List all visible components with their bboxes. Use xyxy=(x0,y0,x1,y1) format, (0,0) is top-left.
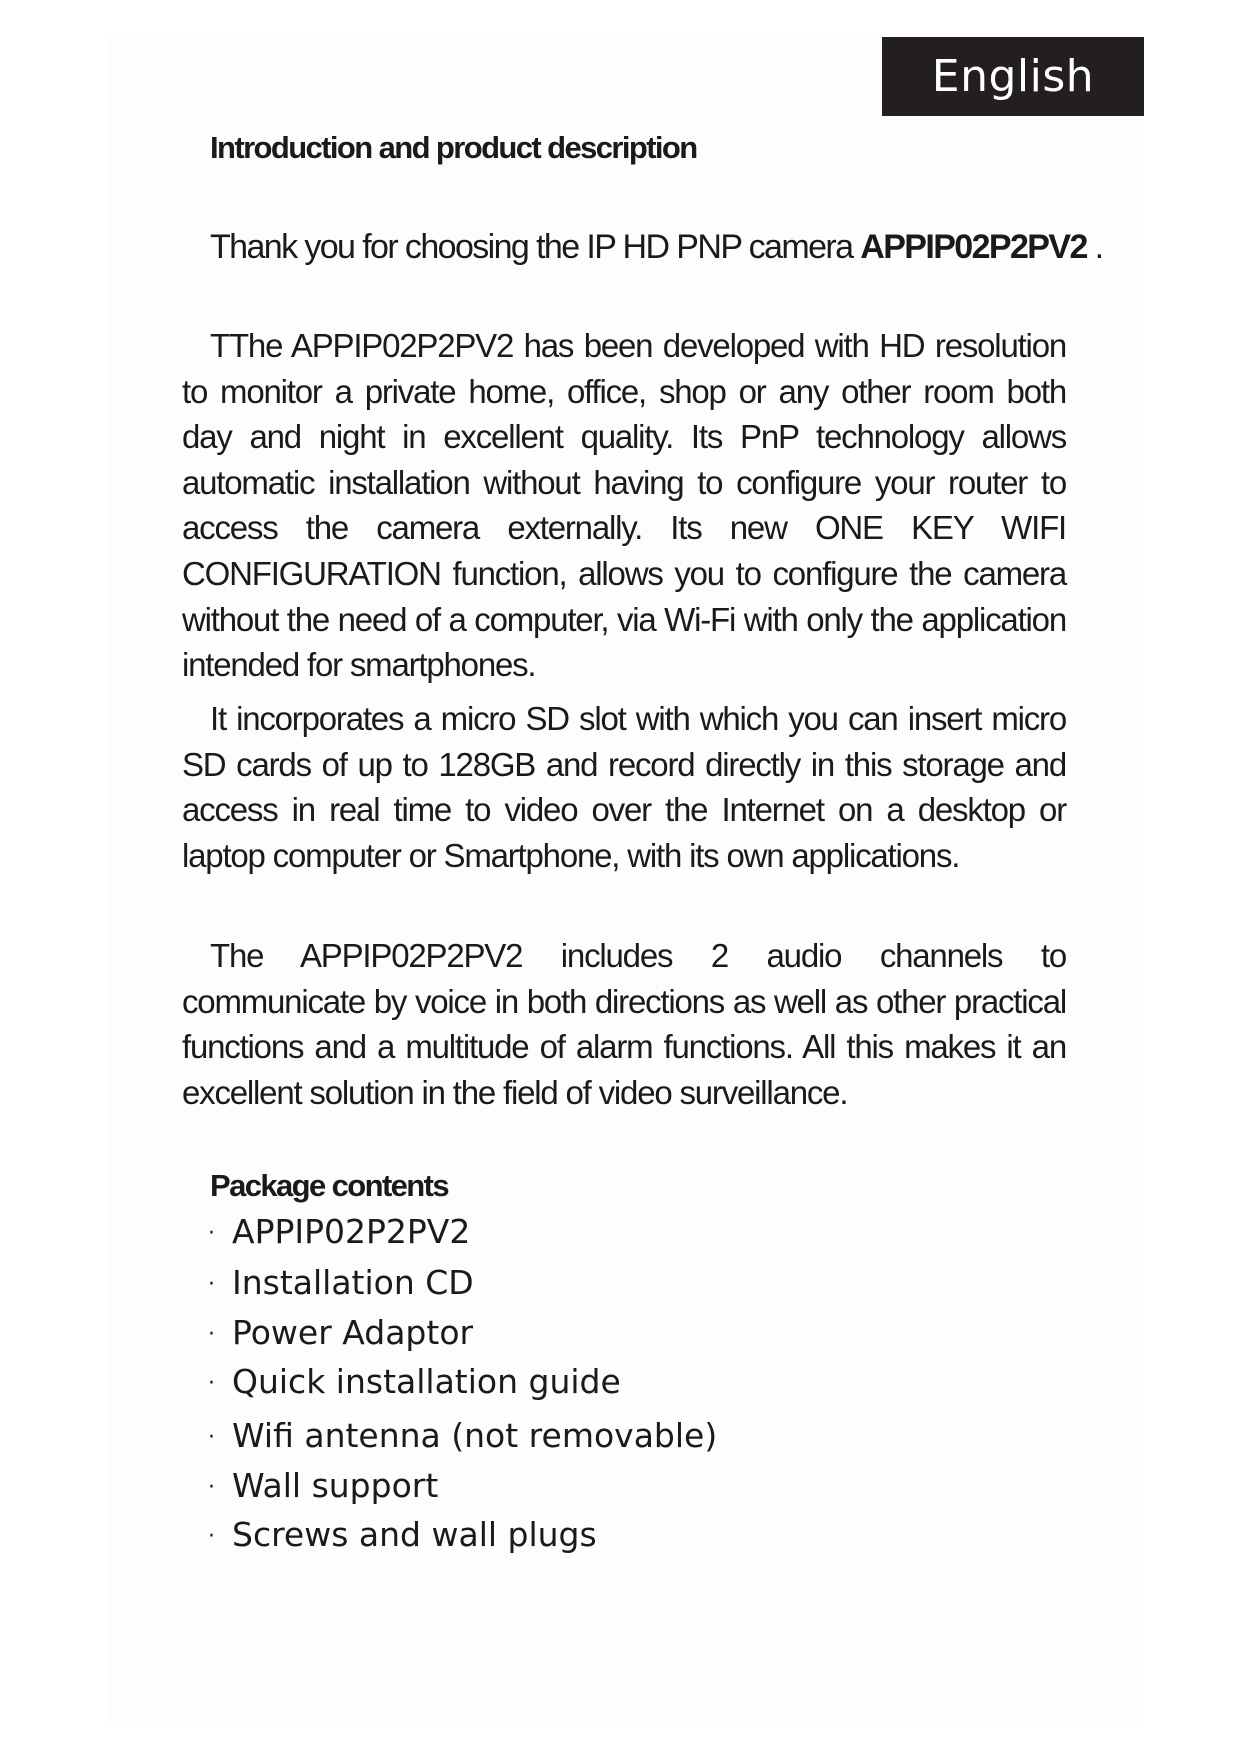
thank-you-line xyxy=(210,228,1102,267)
list-item-label: Power Adaptor xyxy=(232,1313,474,1352)
thank-you-text: Thank you for choosing the IP HD PNP camera xyxy=(210,228,861,266)
list-item-label: Wall support xyxy=(232,1466,439,1505)
bullet-icon: · xyxy=(208,1272,215,1297)
list-item xyxy=(208,1515,597,1554)
list-item xyxy=(208,1466,438,1505)
package-heading: Package contents xyxy=(210,1168,449,1203)
intro-paragraph-audio: The APPIP02P2PV2 includes 2 audio channels to communicate by voice in both directions as well as other practical functions and a multitude of alarm functions. All this makes it an excellent solution in the field of video surveillance. xyxy=(182,937,1066,1111)
bullet-icon: · xyxy=(208,1221,215,1246)
list-item xyxy=(208,1212,470,1251)
list-item-label: Quick installation guide xyxy=(232,1362,621,1401)
bullet-icon: · xyxy=(208,1371,215,1396)
list-item-label: APPIP02P2PV2 xyxy=(232,1212,471,1251)
model-name: APPIP02P2PV2 xyxy=(860,228,1087,266)
list-item xyxy=(208,1313,473,1352)
thank-you-suffix: . xyxy=(1086,228,1103,266)
bullet-icon: · xyxy=(208,1524,215,1549)
list-item xyxy=(208,1416,717,1455)
list-item-label: Installation CD xyxy=(232,1263,474,1302)
bullet-icon: · xyxy=(208,1322,215,1347)
intro-paragraph-features: TThe APPIP02P2PV2 has been developed with HD resolution to monitor a private home, office, shop or any other room both day and night in excellent quality. Its PnP technology allows automatic installation without having to configure your router to access the camera externally. Its new ONE KEY WIFI CONFIGURATION function, allows you to configure the camera without the need of a computer, via Wi-Fi with only the application intended for smartphones. xyxy=(182,327,1066,684)
list-item xyxy=(208,1263,474,1302)
language-tab: English xyxy=(882,37,1144,116)
list-item xyxy=(208,1362,621,1401)
list-item-label: Wifi antenna (not removable) xyxy=(232,1416,718,1455)
bullet-icon: · xyxy=(208,1425,215,1450)
intro-paragraph-storage: It incorporates a micro SD slot with which you can insert micro SD cards of up to 128GB and record directly in this storage and access in real time to video over the Internet on a desktop or laptop computer or Smartphone, with its own applications. xyxy=(182,700,1066,874)
intro-heading: Introduction and product description xyxy=(210,130,697,165)
bullet-icon: · xyxy=(208,1475,215,1500)
list-item-label: Screws and wall plugs xyxy=(232,1515,597,1554)
